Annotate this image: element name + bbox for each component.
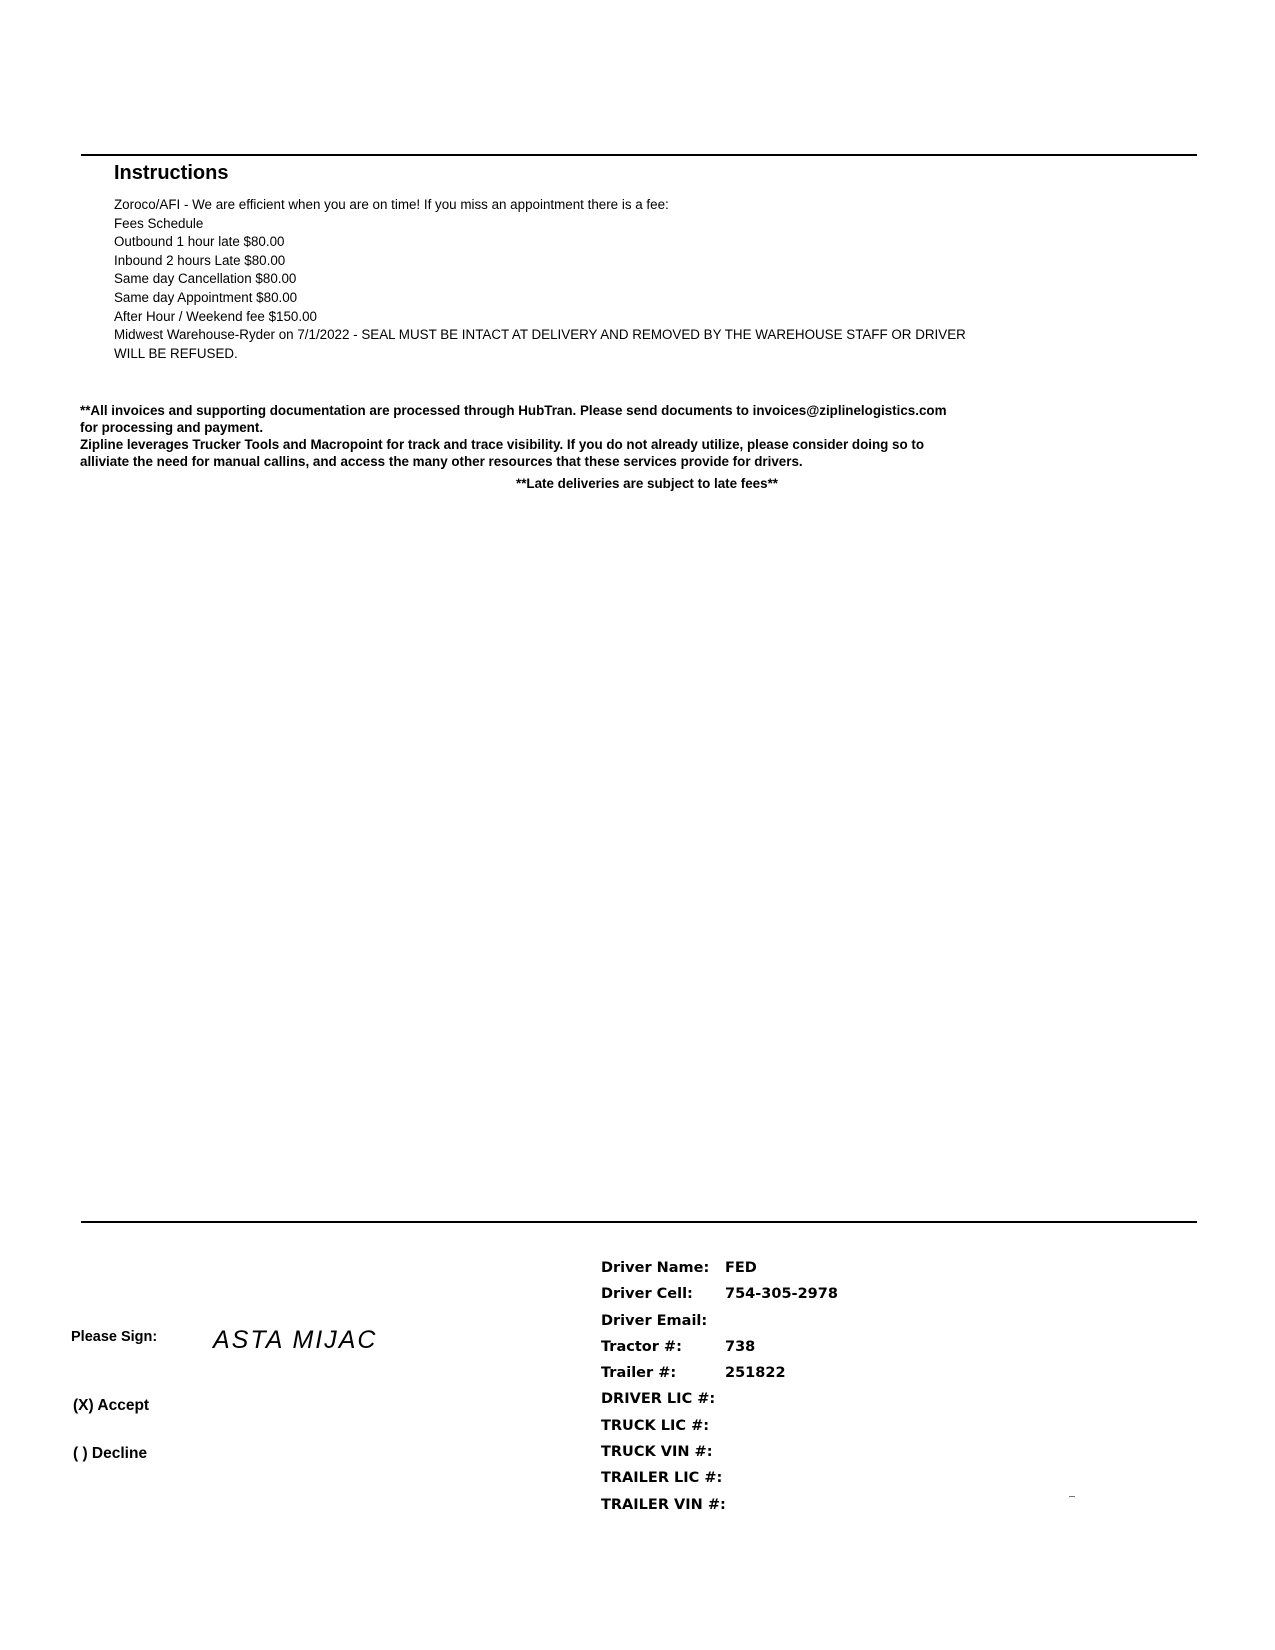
sign-label: Please Sign: — [71, 1329, 158, 1345]
instructions-line: Same day Cancellation $80.00 — [114, 271, 297, 287]
driver-name-row — [601, 1255, 838, 1281]
tractor-row — [601, 1334, 838, 1360]
instructions-line: Same day Appointment $80.00 — [114, 289, 298, 305]
driver-email-label: Driver Email: — [601, 1312, 708, 1329]
driver-email-row — [601, 1308, 838, 1334]
instructions-heading: Instructions — [114, 162, 229, 184]
top-divider — [81, 154, 1197, 156]
scan-speck — [1069, 1496, 1075, 1497]
trailer-row — [601, 1360, 838, 1386]
notes-line: for processing and payment. — [80, 420, 264, 435]
instructions-line: Inbound 2 hours Late $80.00 — [114, 252, 286, 268]
driver-info — [601, 1255, 838, 1518]
driver-name-label: Driver Name: — [601, 1260, 710, 1276]
truck-vin-row — [601, 1439, 838, 1465]
truck-vin-label: TRUCK VIN #: — [601, 1444, 713, 1461]
trailer-lic-label: TRAILER LIC #: — [601, 1470, 723, 1487]
instructions-line: Outbound 1 hour late $80.00 — [114, 234, 285, 250]
notes-line: alliviate the need for manual callins, and access the many other resources that these services provide for drivers. — [80, 454, 803, 469]
notes-line: Zipline leverages Trucker Tools and Macropoint for track and trace visibility. If you do not already utilize, please consider doing so to — [80, 437, 925, 452]
trailer-vin-row — [601, 1492, 838, 1518]
decline-option[interactable]: ( ) Decline — [73, 1445, 148, 1462]
trailer-lic-row — [601, 1465, 838, 1491]
driver-lic-label: DRIVER LIC #: — [601, 1391, 716, 1408]
tractor-value: 738 — [725, 1338, 756, 1355]
driver-cell-row — [601, 1281, 838, 1307]
trailer-value: 251822 — [725, 1365, 786, 1382]
truck-lic-label: TRUCK LIC #: — [601, 1417, 710, 1434]
truck-lic-row — [601, 1413, 838, 1439]
instructions-line: WILL BE REFUSED. — [114, 345, 238, 361]
instructions-line: Zoroco/AFI - We are efficient when you are on time! If you miss an appointment there is a fee: — [114, 197, 669, 212]
driver-lic-row — [601, 1386, 838, 1412]
instructions-body — [114, 196, 1114, 363]
bottom-divider — [81, 1221, 1197, 1223]
trailer-label: Trailer #: — [601, 1365, 677, 1382]
tractor-label: Tractor #: — [601, 1338, 682, 1355]
instructions-line: Midwest Warehouse-Ryder on 7/1/2022 - SEAL MUST BE INTACT AT DELIVERY AND REMOVED BY THE WAREHOUSE STAFF OR DRIVER — [114, 327, 966, 343]
notes-line: **All invoices and supporting documentation are processed through HubTran. Please send documents to invoices@ziplinelogistics.com — [80, 403, 947, 418]
instructions-line: Fees Schedule — [114, 215, 204, 231]
signature-field[interactable]: ASTA MIJAC — [213, 1326, 378, 1354]
driver-name-value: FED — [725, 1260, 757, 1276]
driver-cell-label: Driver Cell: — [601, 1286, 693, 1303]
billing-notes — [80, 402, 1080, 470]
driver-cell-value: 754-305-2978 — [725, 1286, 838, 1303]
late-fee-note: **Late deliveries are subject to late fees** — [516, 476, 778, 491]
instructions-line: After Hour / Weekend fee $150.00 — [114, 308, 317, 324]
accept-option[interactable]: (X) Accept — [73, 1397, 150, 1414]
trailer-vin-label: TRAILER VIN #: — [601, 1496, 726, 1513]
